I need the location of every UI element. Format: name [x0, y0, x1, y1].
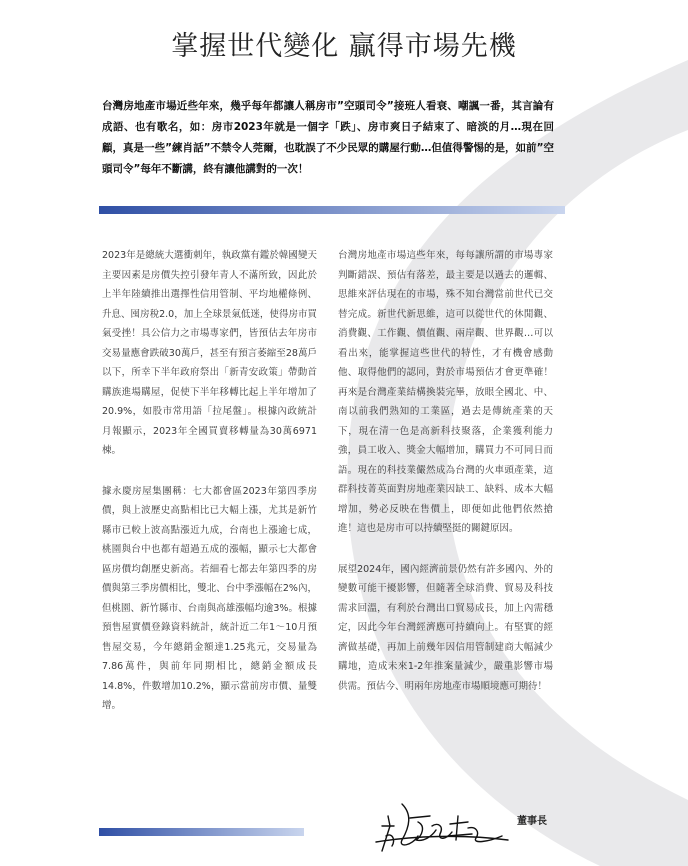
left-paragraph-2: 據永慶房屋集團稱：七大都會區2023年第四季房價，與上波歷史高點相比已大幅上漲，尤其是新竹縣市已較上波高點漲近九成，台南也上漲逾七成，桃園與台中也都有超過五成的漲幅，顯示七大都會區房價均創歷史新高。若細看七都去年第四季的房價與第三季房價相比，雙北、台中季漲幅在2%內，但桃園、新竹縣市、台南與高雄漲幅均逾3%。根據預售屋實價登錄資料統計，統計近二年1～10月預售屋交易，今年總銷金額達1.25兆元，交易量為7.86萬件，與前年同期相比，總銷金額成長14.8%，件數增加10.2%，顯示當前房市價、量雙增。 — [102, 485, 317, 711]
intro-paragraph: 台灣房地產市場近些年來，幾乎每年都讓人稱房市”空頭司令”接班人看衰、嘲諷一番，其言論有成語、也有歌名，如：房市2023年就是一個字「跌」、房市爽日子結束了、暗淡的月…現在回顧，真是一些”練肖話”不禁令人莞爾，也耽誤了不少民眾的購屋行動…但值得警惕的是，如前”空頭司令”每年不斷講，終有讓他講對的一次！ — [102, 100, 554, 175]
top-divider-bar — [99, 206, 565, 214]
right-paragraph-1: 台灣房地產市場這些年來，每每讓所謂的市場專家判斷錯誤、預估有落差，最主要是以過去的邏輯、思維來評估現在的市場，殊不知台灣當前世代已交替完成。新世代新思維，這可以從世代的休閒觀、消費觀、工作觀、價值觀、兩岸觀、世界觀…可以看出來，能掌握這些世代的特性，才有機會感動他、取得他們的認同，對於市場預估才會更準確！再來是台灣產業結構換裝完畢，放眼全國北、中、南以前我們熟知的工業區，過去是傳統產業的天下，現在清一色是高新科技聚落，企業獲利能力強，員工收入、獎金大幅增加，購買力不可同日而語。現在的科技業儼然成為台灣的火車頭產業，這群科技菁英面對房地產業因缺工、缺料、成本大幅增加，勢必反映在售價上，即便如此他們依然搶進！這也是房市可以持續堅挺的關鍵原因。 — [338, 250, 553, 534]
bottom-divider-bar — [99, 828, 304, 836]
signer-title: 董事長 — [517, 816, 547, 827]
right-column — [338, 246, 553, 717]
right-paragraph-2: 展望2024年，國內經濟前景仍然有許多國內、外的變數可能干擾影響，但隨著全球消費、貿易及科技需求回溫，有利於台灣出口貿易成長，加上內需穩定，因此今年台灣經濟應可持續向上。有堅實的經濟做基礎，再加上前幾年因信用管制建商大幅減少購地，造成未來1-2年推案量減少，嚴重影響市場供需。預估今、明兩年房地產市場順境應可期待！ — [338, 563, 553, 692]
left-column — [102, 246, 317, 737]
page-title: 掌握世代變化 贏得市場先機 — [171, 31, 517, 62]
handwritten-signature — [372, 796, 512, 856]
left-paragraph-1: 2023年是總統大選衝刺年，執政黨有鑑於韓國變天主要因素是房價失控引發年青人不滿所致，因此於上半年陸續推出選擇性信用管制、平均地權條例、升息、囤房稅2.0，加上全球景氣低迷，使得房市買氣受挫！具公信力之市場專家們，皆預估去年房市交易量應會跌破30萬戶，甚至有預言萎縮至28萬戶以下，所幸下半年政府祭出「新青安政策」帶動首購族進場購屋，促使下半年移轉比起上半年增加了20.9%，如股市常用語「拉尾盤」。根據內政統計月報顯示，2023年全國買賣移轉量為30萬6971棟。 — [102, 250, 317, 456]
